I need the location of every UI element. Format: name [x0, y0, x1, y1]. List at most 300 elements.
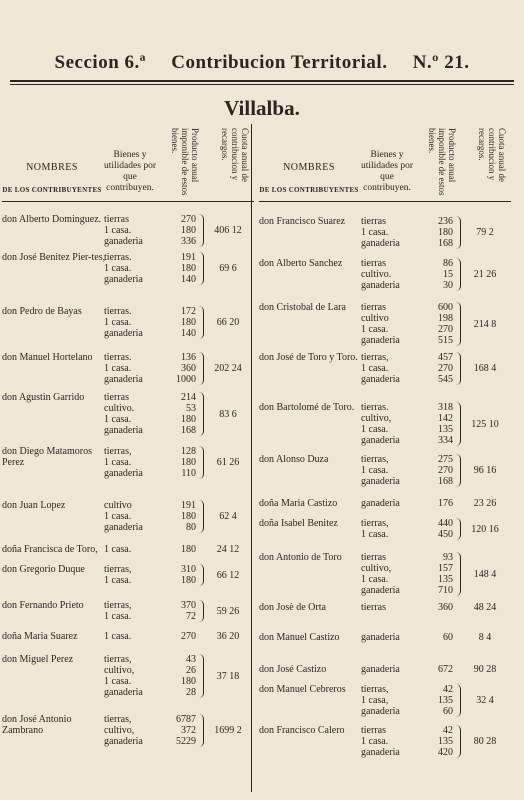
brace-mark: [455, 725, 461, 758]
header-rule-thin: [10, 84, 514, 85]
annual-quota: 83 6: [219, 408, 237, 420]
asset-value: 140: [181, 274, 196, 285]
annual-quota: 66 20: [216, 317, 240, 328]
asset-line: [361, 706, 507, 717]
asset-type: tierras,: [361, 454, 389, 465]
contributor-name: don José Castizo: [259, 664, 327, 675]
column-header: [2, 124, 254, 202]
brace-mark: [198, 306, 204, 339]
header-contribuyentes: DE LOS CONTRIBUYENTES: [2, 186, 102, 194]
brace-mark: [198, 500, 204, 533]
asset-value: 334: [438, 435, 453, 446]
asset-value: 142: [438, 413, 453, 424]
header-line: [259, 201, 511, 202]
annual-quota: 23 26: [473, 498, 497, 509]
asset-list: [104, 631, 250, 642]
annual-quota: 168 4: [473, 363, 497, 374]
asset-value: 457: [438, 352, 453, 363]
asset-list: [361, 684, 507, 717]
asset-value: 140: [181, 328, 196, 339]
asset-line: [361, 280, 507, 291]
asset-line: [361, 302, 507, 313]
asset-list: [104, 714, 250, 747]
annual-quota: 90 28: [473, 664, 497, 675]
annual-quota: 96 16: [473, 465, 497, 476]
asset-list: [104, 306, 250, 339]
asset-list: [361, 454, 507, 487]
asset-value: 236: [438, 216, 453, 227]
asset-value: 180: [181, 676, 196, 687]
left-column: [2, 124, 254, 794]
asset-value: 72: [186, 611, 196, 622]
asset-value: 93: [443, 552, 453, 563]
contributor-name: don Pedro de Bayas: [2, 306, 82, 317]
asset-value: 270: [438, 363, 453, 374]
brace-mark: [455, 258, 461, 291]
asset-list: [104, 214, 250, 247]
asset-type: 1 casa.: [104, 263, 132, 274]
asset-line: [104, 654, 250, 665]
asset-line: [361, 454, 507, 465]
asset-type: tierras: [361, 216, 386, 227]
contributor-name: don Bartolomé de Toro.: [259, 402, 355, 413]
asset-value: 42: [443, 684, 453, 695]
brace-mark: [198, 446, 204, 479]
asset-type: tierras: [361, 258, 386, 269]
asset-type: 1 casa.: [104, 575, 132, 586]
asset-line: [361, 684, 507, 695]
asset-type: ganaderia: [361, 238, 400, 249]
asset-line: [361, 552, 507, 563]
page-title: Contribucion Territorial.: [171, 52, 388, 73]
asset-type: tierras.: [361, 402, 389, 413]
asset-type: 1 casa.: [361, 227, 389, 238]
asset-value: 5229: [176, 736, 196, 747]
asset-value: 214: [181, 392, 196, 403]
town-title: Villalba.: [224, 96, 300, 120]
asset-type: ganaderia: [104, 425, 143, 436]
asset-list: [361, 302, 507, 346]
brace-mark: [455, 684, 461, 717]
asset-value: 28: [186, 687, 196, 698]
page-number: N.º 21.: [412, 52, 470, 73]
asset-value: 86: [443, 258, 453, 269]
contributor-name: don Francisco Calero: [259, 725, 345, 736]
asset-line: [361, 402, 507, 413]
asset-value: 6787: [176, 714, 196, 725]
annual-quota: 32 4: [476, 695, 494, 706]
contributor-name: don Manuel Hortelano: [2, 352, 93, 363]
asset-list: [361, 258, 507, 291]
asset-list: [104, 500, 250, 533]
right-column: [259, 124, 511, 794]
contributor-name: don José Antonio Zambrano: [2, 714, 72, 736]
asset-line: [361, 747, 507, 758]
asset-value: 545: [438, 374, 453, 385]
asset-type: tierras: [361, 302, 386, 313]
asset-type: 1 casa.: [104, 414, 132, 425]
brace-mark: [455, 518, 461, 540]
asset-type: tierras,: [104, 600, 132, 611]
asset-type: cultivo,: [361, 413, 392, 424]
asset-value: 270: [438, 324, 453, 335]
header-bienes: Bienes y utilidades por que contribuyen.: [361, 150, 413, 193]
asset-line: [104, 392, 250, 403]
asset-type: ganaderia: [104, 328, 143, 339]
asset-value: 60: [443, 632, 453, 643]
asset-type: tierras: [361, 552, 386, 563]
section-label: Seccion 6.ª: [54, 52, 146, 73]
asset-type: tierras: [361, 725, 386, 736]
asset-type: 1 casa.: [361, 424, 389, 435]
asset-type: cultivo.: [361, 269, 392, 280]
asset-line: [361, 216, 507, 227]
asset-line: [361, 335, 507, 346]
asset-line: [361, 725, 507, 736]
header-nombres: NOMBRES: [283, 162, 335, 173]
contributor-name: don Francisco Suarez: [259, 216, 346, 227]
contributor-name: don José de Toro y Toro.: [259, 352, 358, 363]
asset-type: ganaderia: [104, 374, 143, 385]
asset-type: cultivo,: [361, 563, 392, 574]
asset-list: [361, 664, 507, 675]
asset-type: ganaderia: [361, 706, 400, 717]
asset-type: 1 casa,: [361, 695, 389, 706]
asset-value: 42: [443, 725, 453, 736]
asset-line: [104, 252, 250, 263]
asset-type: 1 casa.: [104, 611, 132, 622]
asset-type: ganaderia: [104, 236, 143, 247]
header-cuota: Cuota anual de contribucion y recargos.: [220, 128, 250, 182]
asset-value: 168: [438, 476, 453, 487]
annual-quota: 8 4: [478, 632, 492, 643]
asset-value: 318: [438, 402, 453, 413]
asset-line: [361, 352, 507, 363]
asset-type: tierras: [104, 214, 129, 225]
asset-value: 136: [181, 352, 196, 363]
asset-value: 180: [181, 511, 196, 522]
asset-value: 168: [181, 425, 196, 436]
asset-list: [361, 552, 507, 596]
asset-type: 1 casa.: [361, 465, 389, 476]
brace-mark: [198, 564, 204, 586]
annual-quota: 406 12: [214, 225, 242, 236]
asset-type: cultivo.: [104, 403, 135, 414]
contributor-name: don Alberto Dominguez.: [2, 214, 102, 225]
asset-type: ganaderia: [104, 274, 143, 285]
asset-value: 172: [181, 306, 196, 317]
column-header: [259, 124, 511, 202]
brace-mark: [455, 402, 461, 446]
asset-value: 180: [181, 575, 196, 586]
annual-quota: 214 8: [473, 318, 497, 330]
annual-quota: 120 16: [471, 523, 499, 535]
asset-type: tierras,: [104, 446, 132, 457]
asset-value: 360: [438, 602, 453, 613]
asset-value: 275: [438, 454, 453, 465]
asset-list: [361, 518, 507, 540]
asset-list: [104, 252, 250, 285]
asset-value: 43: [186, 654, 196, 665]
header-cuota: Cuota anual de contribucion y recargos.: [477, 128, 507, 182]
asset-value: 176: [438, 498, 453, 509]
asset-value: 440: [438, 518, 453, 529]
asset-type: ganaderia: [361, 498, 400, 509]
brace-mark: [455, 352, 461, 385]
asset-value: 180: [438, 227, 453, 238]
asset-type: 1 casa.: [361, 574, 389, 585]
asset-type: 1 casa.: [104, 317, 132, 328]
asset-line: [104, 687, 250, 698]
asset-value: 128: [181, 446, 196, 457]
asset-type: ganaderia: [104, 736, 143, 747]
annual-quota: 69 6: [219, 263, 237, 274]
asset-value: 180: [181, 457, 196, 468]
header-rule: [10, 80, 514, 82]
asset-value: 15: [443, 269, 453, 280]
asset-type: 1 casa.: [361, 529, 389, 540]
brace-mark: [198, 392, 204, 436]
asset-line: [361, 258, 507, 269]
brace-mark: [455, 454, 461, 487]
asset-line: [104, 425, 250, 436]
asset-value: 135: [438, 574, 453, 585]
asset-type: ganaderia: [361, 374, 400, 385]
asset-value: 191: [181, 252, 196, 263]
asset-value: 270: [438, 465, 453, 476]
asset-list: [104, 392, 250, 436]
annual-quota: 24 12: [216, 544, 240, 555]
contributor-name: don Diego Matamoros Perez: [2, 446, 92, 468]
brace-mark: [198, 352, 204, 385]
asset-value: 53: [186, 403, 196, 414]
asset-value: 198: [438, 313, 453, 324]
asset-list: [104, 600, 250, 622]
asset-line: [104, 236, 250, 247]
asset-value: 310: [181, 564, 196, 575]
asset-value: 157: [438, 563, 453, 574]
contributor-name: don Fernando Prieto: [2, 600, 84, 611]
contributor-name: doña Maria Suarez: [2, 631, 78, 642]
asset-type: 1 casa.: [361, 324, 389, 335]
asset-line: [104, 468, 250, 479]
header-bienes: Bienes y utilidades por que contribuyen.: [104, 150, 156, 193]
brace-mark: [455, 302, 461, 346]
asset-type: tierras,: [361, 518, 389, 529]
page-header: [0, 52, 524, 74]
asset-line: [104, 736, 250, 747]
asset-line: [104, 374, 250, 385]
asset-value: 135: [438, 736, 453, 747]
brace-mark: [455, 552, 461, 596]
header-nombres: NOMBRES: [26, 162, 78, 173]
asset-type: 1 casa.: [104, 676, 132, 687]
asset-line: [361, 374, 507, 385]
brace-mark: [198, 654, 204, 698]
annual-quota: 1699 2: [214, 725, 242, 736]
asset-type: ganaderia: [361, 664, 400, 675]
asset-type: ganaderia: [104, 522, 143, 533]
asset-type: 1 casa.: [104, 225, 132, 236]
asset-value: 270: [181, 631, 196, 642]
asset-type: ganaderia: [361, 280, 400, 291]
asset-value: 180: [181, 414, 196, 425]
asset-list: [104, 654, 250, 698]
contributor-name: don Miguel Perez: [2, 654, 74, 665]
annual-quota: 66 12: [216, 569, 240, 581]
asset-line: [361, 435, 507, 446]
asset-value: 80: [186, 522, 196, 533]
contributor-name: don Alberto Sanchez: [259, 258, 343, 269]
asset-type: ganaderia: [361, 747, 400, 758]
asset-type: tierras,: [104, 714, 132, 725]
annual-quota: 48 24: [473, 602, 497, 613]
contributor-name: doña Maria Castizo: [259, 498, 338, 509]
asset-type: tierras.: [104, 252, 132, 263]
asset-list: [361, 632, 507, 643]
asset-list: [361, 216, 507, 249]
header-producto: Producto anual imponible de estos bienes.: [170, 128, 200, 196]
asset-line: [104, 714, 250, 725]
asset-line: [104, 214, 250, 225]
asset-type: 1 casa.: [361, 363, 389, 374]
contributor-name: don Cristobal de Lara: [259, 302, 346, 313]
asset-type: 1 casa.: [104, 631, 132, 642]
asset-line: [104, 352, 250, 363]
contributor-name: don Antonio de Toro: [259, 552, 342, 563]
asset-value: 672: [438, 664, 453, 675]
asset-value: 168: [438, 238, 453, 249]
contributor-name: doña Francisca de Toro,: [2, 544, 98, 555]
asset-type: tierras: [104, 392, 129, 403]
annual-quota: 62 4: [219, 511, 237, 522]
annual-quota: 80 28: [473, 736, 497, 747]
annual-quota: 37 18: [216, 670, 240, 682]
asset-type: cultivo,: [104, 665, 135, 676]
contributor-name: don José Benitez Pier-tes,: [2, 252, 106, 263]
brace-mark: [455, 216, 461, 249]
asset-line: [361, 585, 507, 596]
asset-list: [361, 352, 507, 385]
asset-type: 1 casa.: [104, 544, 132, 555]
asset-value: 270: [181, 214, 196, 225]
asset-type: ganaderia: [104, 687, 143, 698]
asset-value: 180: [181, 544, 196, 555]
asset-line: [104, 274, 250, 285]
brace-mark: [198, 600, 204, 622]
asset-line: [104, 500, 250, 511]
asset-type: ganaderia: [361, 585, 400, 596]
asset-type: 1 casa.: [104, 511, 132, 522]
asset-type: 1 casa.: [104, 457, 132, 468]
asset-value: 420: [438, 747, 453, 758]
asset-type: tierras: [361, 602, 386, 613]
contributor-name: don Juan Lopez: [2, 500, 66, 511]
contributor-name: doña Isabel Benitez: [259, 518, 338, 529]
asset-value: 191: [181, 500, 196, 511]
asset-type: tierras.: [104, 306, 132, 317]
asset-type: ganaderia: [361, 632, 400, 643]
contributor-name: don Josè de Orta: [259, 602, 326, 613]
annual-quota: 59 26: [216, 605, 240, 617]
asset-value: 600: [438, 302, 453, 313]
asset-type: ganaderia: [361, 335, 400, 346]
asset-type: tierras,: [361, 352, 389, 363]
contributor-name: don Agustin Garrido: [2, 392, 85, 403]
brace-mark: [198, 714, 204, 747]
asset-list: [104, 352, 250, 385]
header-producto: Producto anual imponible de estos bienes.: [427, 128, 457, 196]
brace-mark: [198, 252, 204, 285]
asset-type: cultivo: [104, 500, 132, 511]
asset-line: [361, 238, 507, 249]
brace-mark: [198, 214, 204, 247]
annual-quota: 148 4: [473, 568, 497, 580]
annual-quota: 36 20: [216, 631, 240, 642]
asset-line: [361, 476, 507, 487]
contributor-name: don Manuel Cebreros: [259, 684, 346, 695]
asset-value: 180: [181, 263, 196, 274]
asset-value: 60: [443, 706, 453, 717]
asset-value: 372: [181, 725, 196, 736]
asset-type: 1 casa.: [104, 363, 132, 374]
annual-quota: 125 10: [471, 418, 499, 430]
asset-value: 1000: [176, 374, 196, 385]
asset-value: 135: [438, 695, 453, 706]
asset-type: tierras.: [104, 352, 132, 363]
asset-list: [361, 725, 507, 758]
asset-line: [104, 522, 250, 533]
asset-type: 1 casa.: [361, 736, 389, 747]
asset-line: [104, 306, 250, 317]
asset-value: 180: [181, 225, 196, 236]
asset-type: cultivo: [361, 313, 389, 324]
asset-value: 135: [438, 424, 453, 435]
asset-list: [361, 402, 507, 446]
asset-type: tierras,: [104, 654, 132, 665]
asset-value: 710: [438, 585, 453, 596]
asset-line: [104, 446, 250, 457]
contributor-name: don Manuel Castizo: [259, 632, 340, 643]
annual-quota: 79 2: [476, 227, 494, 238]
asset-line: [104, 328, 250, 339]
asset-value: 26: [186, 665, 196, 676]
contributor-name: don Gregorio Duque: [2, 564, 85, 575]
asset-type: cultivo,: [104, 725, 135, 736]
contributor-name: don Alonso Duza: [259, 454, 329, 465]
asset-list: [104, 564, 250, 586]
asset-value: 515: [438, 335, 453, 346]
annual-quota: 202 24: [214, 363, 242, 374]
asset-value: 450: [438, 529, 453, 540]
annual-quota: 21 26: [473, 269, 497, 280]
asset-value: 370: [181, 600, 196, 611]
asset-list: [104, 446, 250, 479]
header-line: [2, 201, 254, 202]
asset-list: [361, 602, 507, 613]
asset-type: tierras,: [104, 564, 132, 575]
annual-quota: 61 26: [216, 457, 240, 468]
asset-value: 110: [181, 468, 196, 479]
asset-value: 336: [181, 236, 196, 247]
asset-value: 360: [181, 363, 196, 374]
asset-type: ganaderia: [361, 476, 400, 487]
asset-value: 180: [181, 317, 196, 328]
asset-type: tierras,: [361, 684, 389, 695]
asset-list: [104, 544, 250, 555]
asset-type: ganaderia: [104, 468, 143, 479]
asset-type: ganaderia: [361, 435, 400, 446]
